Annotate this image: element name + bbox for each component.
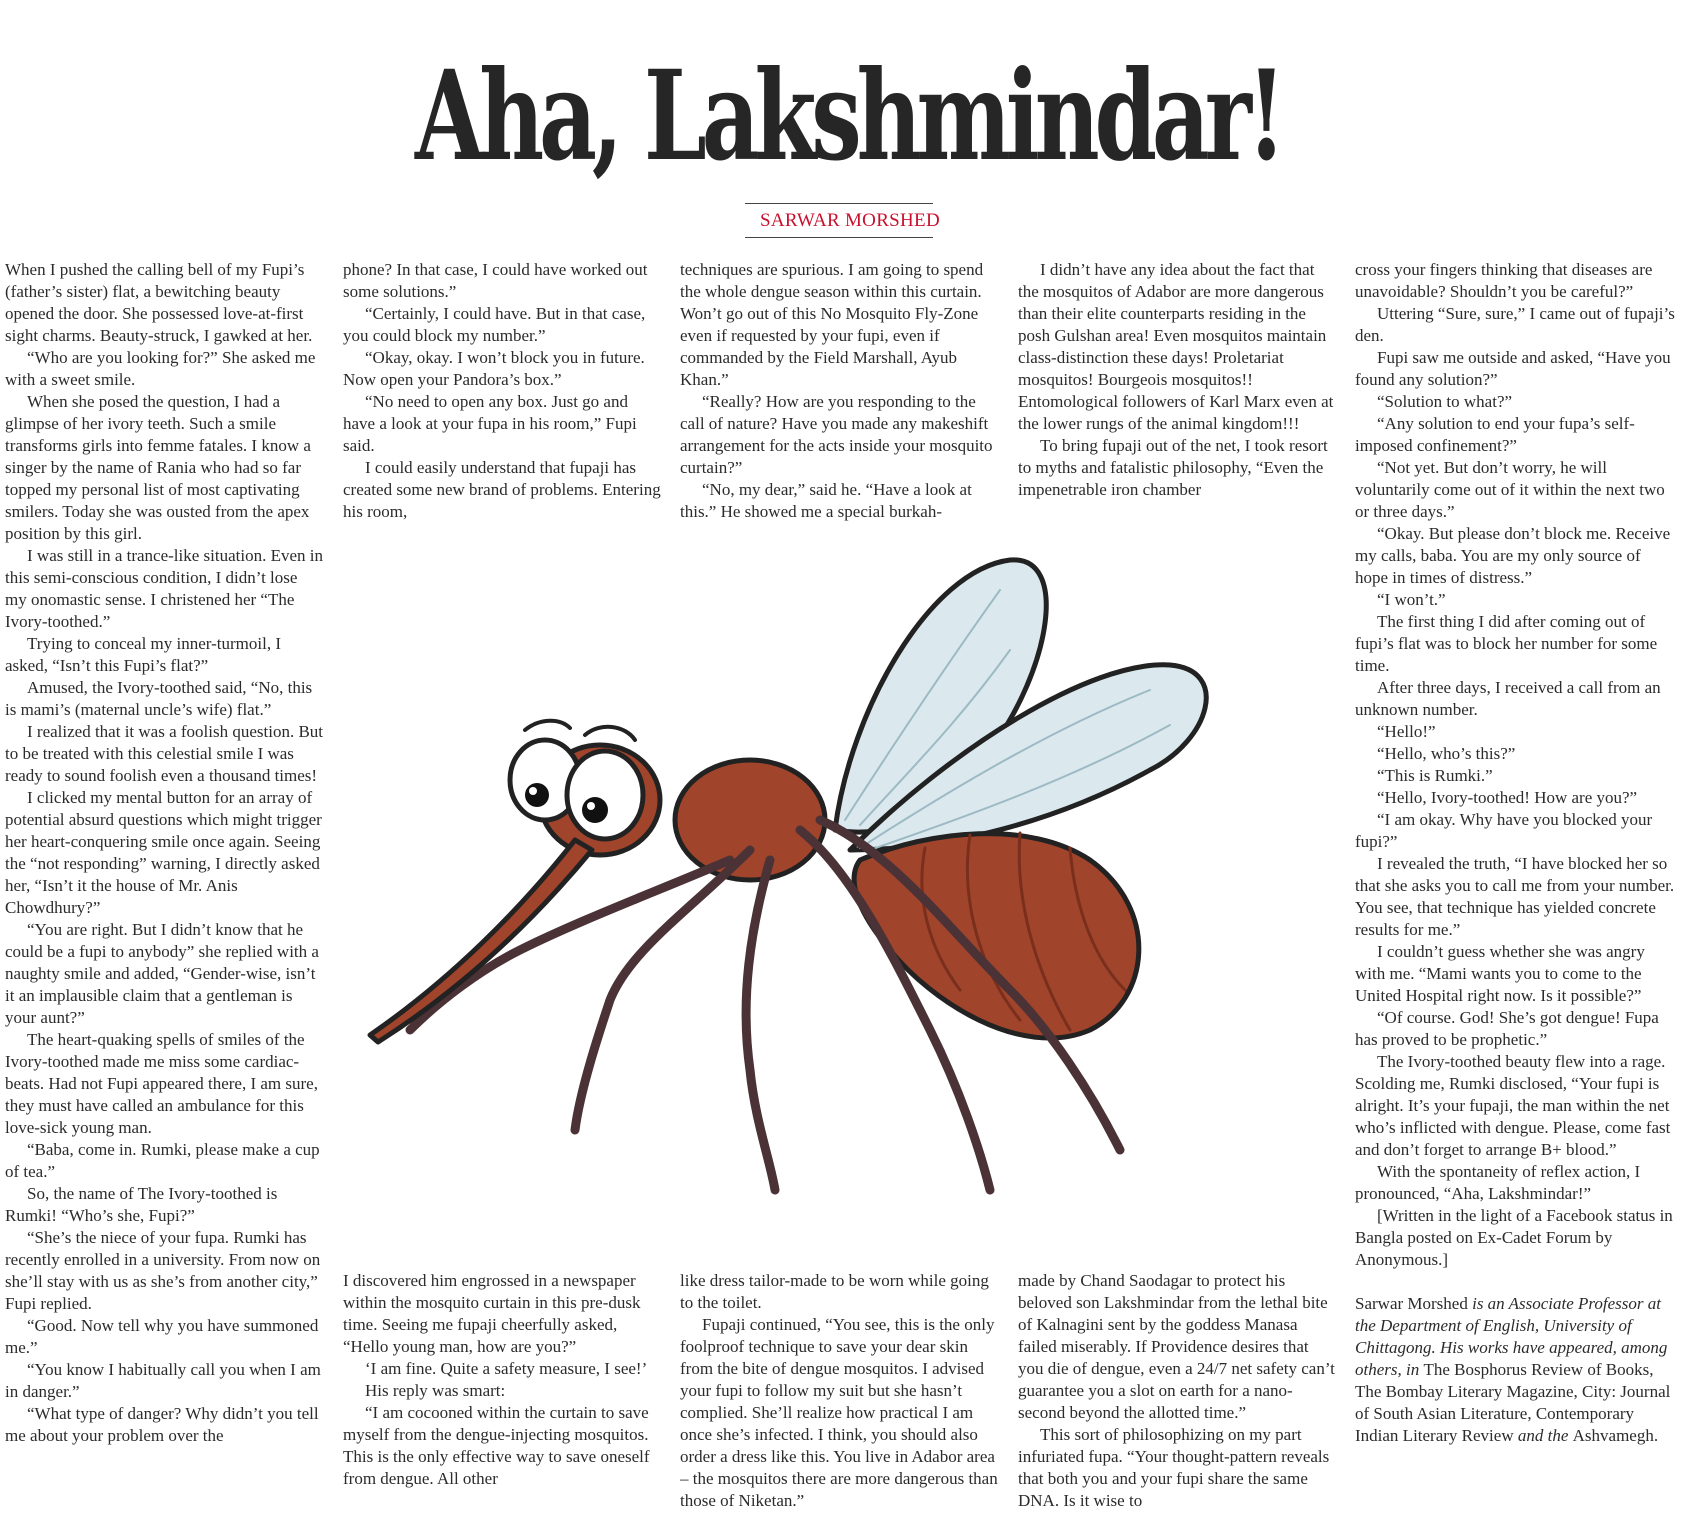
paragraph: I clicked my mental button for an array of potential absurd questions which might trigger her heart-conquering smile once again. Seeing the “not responding” warning, I directly asked her, “Isn’t it the house of Mr. Anis Chowdhury?” (5, 788, 322, 917)
paragraph: I discovered him engrossed in a newspaper within the mosquito curtain in this pre-dusk time. Seeing me fupaji cheerfully asked, “Hello young man, how are you?” (343, 1271, 641, 1356)
thorax (675, 760, 825, 880)
column-4-top (1018, 259, 1336, 523)
paragraph: Amused, the Ivory-toothed said, “No, this is mami’s (maternal uncle’s wife) flat.” (5, 678, 313, 719)
column-3-bottom (680, 1270, 998, 1539)
paragraph: ‘I am fine. Quite a safety measure, I see!’ (365, 1359, 648, 1378)
paragraph: The Ivory-toothed beauty flew into a rage. Scolding me, Rumki disclosed, “Your fupi is alright. It’s your fupaji, the man within the net who’s inflicted with dengue. Please, come fast and don’t forget to arrange B+ blood.” (1355, 1052, 1671, 1159)
paragraph: I was still in a trance-like situation. Even in this semi-conscious condition, I didn’t lose my onomastic sense. I christened her “The Ivory-toothed.” (5, 546, 323, 631)
paragraph: “Of course. God! She’s got dengue! Fupa has proved to be prophetic.” (1355, 1008, 1659, 1049)
eye (567, 751, 643, 839)
paragraph: “Really? How are you responding to the call of nature? Have you made any makeshift arrangement for the acts inside your mosquito curtain?” (680, 392, 993, 477)
paragraph: I didn’t have any idea about the fact that the mosquitos of Adabor are more dangerous than their elite counterparts residing in the posh Gulshan area! Even mosquitos maintain class-distinction these days! Proletariat mosquitos! Bourgeois mosquitos!! Entomological followers of Karl Marx even at the lower rungs of the animal kingdom!!! (1018, 260, 1334, 433)
byline: SARWAR MORSHED (760, 210, 940, 231)
author-works: The Bosphorus Review of Books, The Bombay Literary Magazine, City: Journal of South Asian Literature, Contemporary Indian Literary Review (1355, 1360, 1671, 1445)
paragraph: “Hello, Ivory-toothed! How are you?” (1377, 788, 1638, 807)
author-and: and the (1513, 1426, 1573, 1445)
paragraph: [Written in the light of a Facebook status in Bangla posted on Ex-Cadet Forum by Anonymous.] (1355, 1206, 1673, 1269)
paragraph: So, the name of The Ivory-toothed is Rumki! “Who’s she, Fupi?” (5, 1184, 278, 1225)
paragraph: “You know I habitually call you when I am in danger.” (5, 1360, 321, 1401)
byline-rule-bottom (745, 237, 933, 238)
paragraph: “Any solution to end your fupa’s self-imposed confinement?” (1355, 414, 1635, 455)
paragraph: “Baba, come in. Rumki, please make a cup of tea.” (5, 1140, 320, 1181)
paragraph: like dress tailor-made to be worn while going to the toilet. (680, 1271, 989, 1312)
paragraph: Uttering “Sure, sure,” I came out of fupaji’s den. (1355, 304, 1675, 345)
paragraph: “Hello, who’s this?” (1377, 744, 1516, 763)
author-role: is an Associate Professor at the Department of English, University of Chittagong. His works have appeared, among others, in (1355, 1294, 1668, 1379)
paragraph: When she posed the question, I had a glimpse of her ivory teeth. Such a smile transforms girls into femme fatales. I know a singer by the name of Rania who had so far topped my personal list of most captivating smilers. Today she was ousted from the apex position by this girl. (5, 392, 311, 543)
paragraph: cross your fingers thinking that diseases are unavoidable? Shouldn’t you be careful?” (1355, 260, 1653, 301)
column-1 (5, 259, 323, 1539)
column-2-top (343, 259, 661, 523)
paragraph: “What type of danger? Why didn’t you tell me about your problem over the (5, 1404, 319, 1445)
column-2-bottom (343, 1270, 661, 1539)
paragraph: techniques are spurious. I am going to spend the whole dengue season within this curtain. Won’t go out of this No Mosquito Fly-Zone even if requested by your fupi, even if commanded by the Field Marshall, Ayub Khan.” (680, 260, 984, 389)
paragraph: “Not yet. But don’t worry, he will voluntarily come out of it within the next two or three days.” (1355, 458, 1665, 521)
paragraph: “You are right. But I didn’t know that he could be a fupi to anybody” she replied with a naughty smile and added, “Gender-wise, isn’t it an implausible claim that a gentleman is your aunt?” (5, 920, 319, 1027)
paragraph: After three days, I received a call from an unknown number. (1355, 678, 1661, 719)
author-bio (1355, 1293, 1675, 1447)
paragraph: “I am cocooned within the curtain to save myself from the dengue-injecting mosquitos. This is the only effective way to save oneself from dengue. All other (343, 1403, 650, 1488)
paragraph: I revealed the truth, “I have blocked her so that she asks you to call me from your number. You see, that technique has yielded concrete results for me.” (1355, 854, 1675, 939)
paragraph: “I am okay. Why have you blocked your fupi?” (1355, 810, 1653, 851)
column-3-top (680, 259, 998, 523)
paragraph: “Okay. But please don’t block me. Receive my calls, baba. You are my only source of hope in times of distress.” (1355, 524, 1671, 587)
paragraph: “I won’t.” (1377, 590, 1446, 609)
headline: Aha, Lakshmindar! (415, 44, 1281, 189)
paragraph: Trying to conceal my inner-turmoil, I asked, “Isn’t this Fupi’s flat?” (5, 634, 281, 675)
paragraph: The heart-quaking spells of smiles of the Ivory-toothed made me miss some cardiac-beats. Had not Fupi appeared there, I am sure, they must have called an ambulance for this love-sick young man. (5, 1030, 318, 1137)
abdomen (854, 834, 1139, 1038)
paragraph: “Okay, okay. I won’t block you in future. Now open your Pandora’s box.” (343, 348, 645, 389)
leg (746, 860, 775, 1190)
mosquito-icon (370, 560, 1206, 1190)
paragraph: “Certainly, I could have. But in that case, you could block my number.” (343, 304, 646, 345)
paragraph: When I pushed the calling bell of my Fupi’s (father’s sister) flat, a bewitching beauty opened the door. She possessed love-at-first sight charms. Beauty-struck, I gawked at her. (5, 260, 313, 345)
paragraph: His reply was smart: (365, 1381, 506, 1400)
column-4-bottom (1018, 1270, 1336, 1539)
proboscis (370, 840, 592, 1042)
paragraph: I could easily understand that fupaji has created some new brand of problems. Entering his room, (343, 458, 661, 521)
mosquito-illustration (330, 530, 1340, 1250)
author-name: Sarwar Morshed (1355, 1294, 1468, 1313)
paragraph: I realized that it was a foolish question. But to be treated with this celestial smile I was ready to sound foolish even a thousand times! (5, 722, 323, 785)
paragraph: “Hello!” (1377, 722, 1436, 741)
author-last-work: Ashvamegh. (1572, 1426, 1659, 1445)
paragraph: phone? In that case, I could have worked out some solutions.” (343, 260, 648, 301)
paragraph: To bring fupaji out of the net, I took resort to myths and fatalistic philosophy, “Even the impenetrable iron chamber (1018, 436, 1328, 499)
paragraph: “No need to open any box. Just go and have a look at your fupa in his room,” Fupi said. (343, 392, 637, 455)
byline-rule-top (745, 203, 933, 204)
paragraph: “No, my dear,” said he. “Have a look at this.” He showed me a special burkah- (680, 480, 972, 521)
paragraph: made by Chand Saodagar to protect his beloved son Lakshmindar from the lethal bite of Kalnagini sent by the goddess Manasa failed miserably. If Providence desires that you die of dengue, even a 24/7 net safety can’t guarantee you a slot on earth for a nano-second beyond the allotted time.” (1018, 1271, 1335, 1422)
column-5 (1355, 259, 1675, 1539)
paragraph: “Good. Now tell why you have summoned me.” (5, 1316, 319, 1357)
paragraph: This sort of philosophizing on my part infuriated fupa. “Your thought-pattern reveals that both you and your fupi share the same DNA. Is it wise to (1018, 1425, 1330, 1510)
paragraph: “Solution to what?” (1377, 392, 1513, 411)
paragraph: The first thing I did after coming out of fupi’s flat was to block her number for some time. (1355, 612, 1658, 675)
paragraph: “This is Rumki.” (1377, 766, 1493, 785)
paragraph: Fupaji continued, “You see, this is the only foolproof technique to save your dear skin from the bite of dengue mosquitos. I advised your fupi to follow my suit but she hasn’t complied. She’ll realize how practical I am once she’s infected. I think, you should also order a dress like this. You live in Adabor area – the mosquitos there are more dangerous than those of Niketan.” (680, 1315, 998, 1510)
paragraph: I couldn’t guess whether she was angry with me. “Mami wants you to come to the United Hospital right now. Is it possible?” (1355, 942, 1645, 1005)
paragraph: “She’s the niece of your fupa. Rumki has recently enrolled in a university. From now on she’ll stay with us as she’s from another city,” Fupi replied. (5, 1228, 321, 1313)
paragraph: Fupi saw me outside and asked, “Have you found any solution?” (1355, 348, 1671, 389)
paragraph: “Who are you looking for?” She asked me with a sweet smile. (5, 348, 316, 389)
leg (410, 860, 730, 1030)
paragraph: With the spontaneity of reflex action, I pronounced, “Aha, Lakshmindar!” (1355, 1162, 1641, 1203)
